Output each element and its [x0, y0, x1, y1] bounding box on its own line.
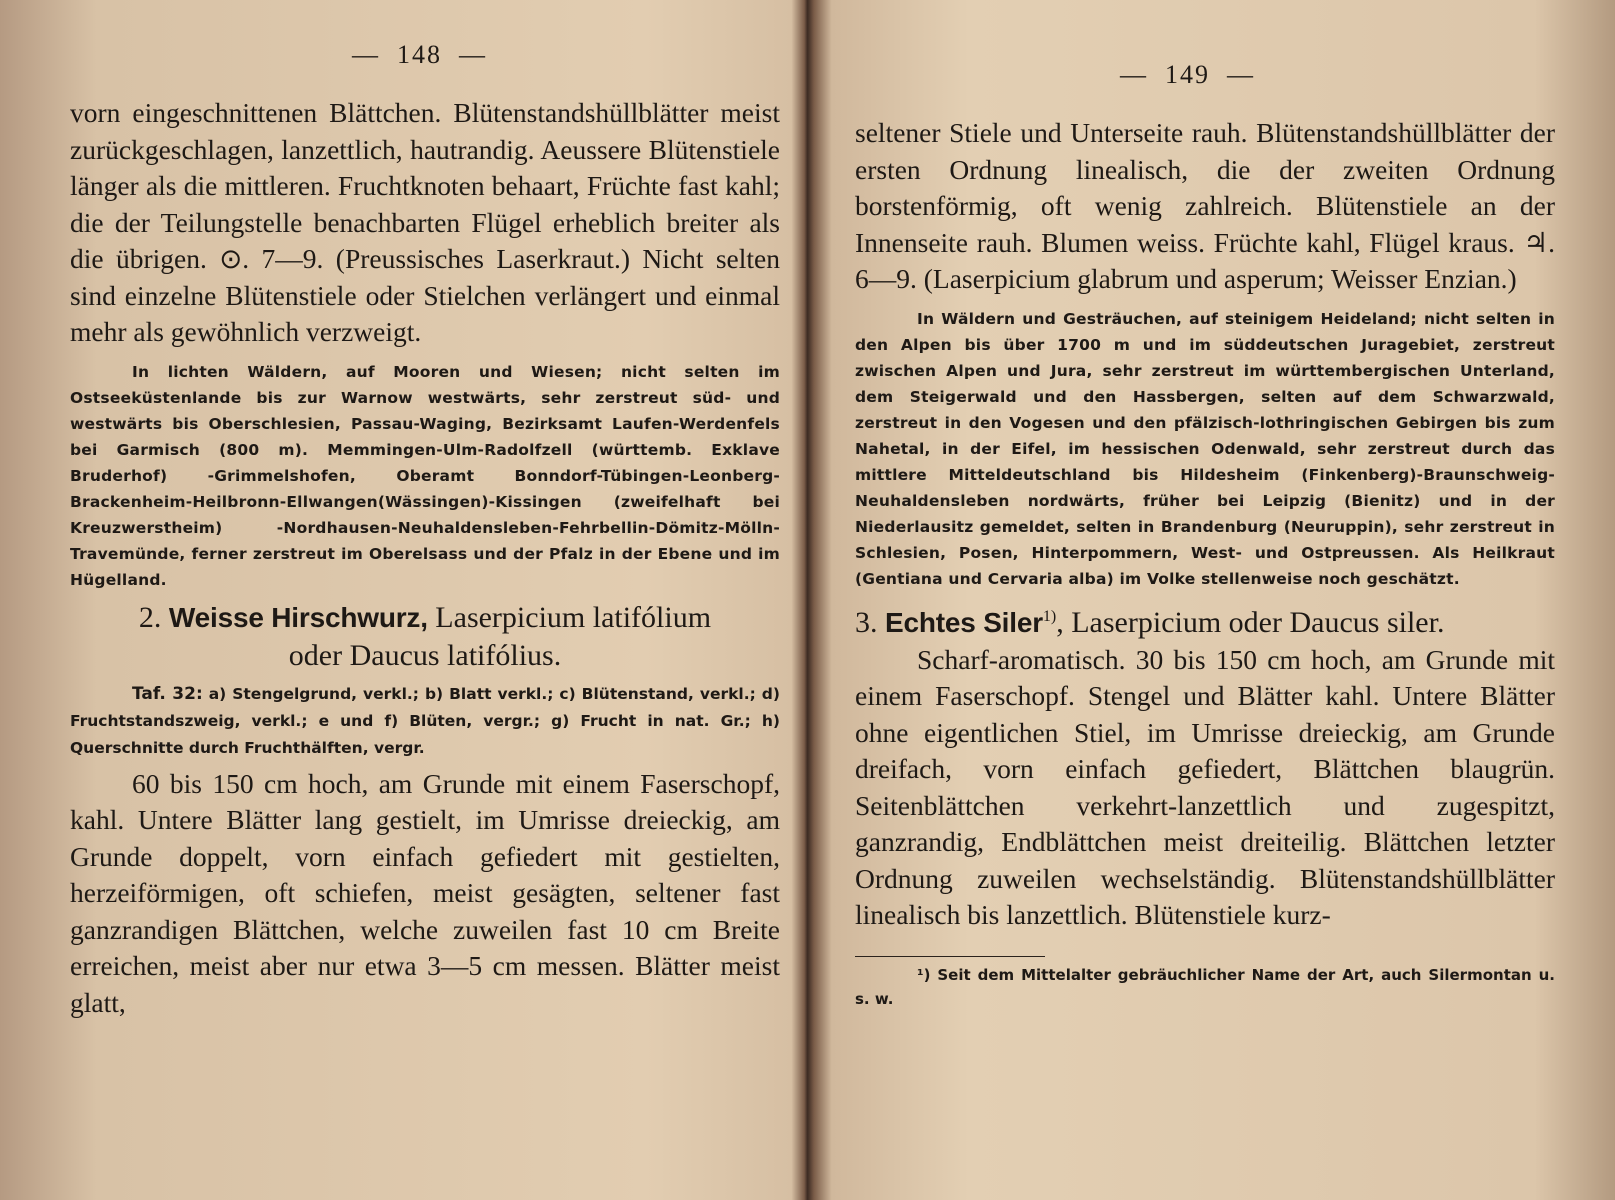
heading-number: 2.: [138, 600, 162, 634]
page-number: — 148 —: [352, 40, 487, 69]
species-heading: [855, 598, 1555, 642]
species-heading: [70, 599, 780, 675]
text-column: [70, 95, 780, 1021]
habitat-text: In lichten Wäldern, auf Mooren und Wiesen; nicht selten im Ostseeküstenlande bis zur Warnow westwärts, sehr zerstreut süd- und westwärts bis Oberschlesien, Passau-Waging, Bezirksamt Laufen-Werdenfels bei Garmisch (800 m). Memmingen-Ulm-Radolfzell (württemb. Exklave Bruderhof) -Grimmelshofen, Oberamt Bonndorf-Tübingen-Leonberg-Brackenheim-Heilbronn-Ellwangen(Wässingen)-Kissingen (zweifelhaft bei Kreuzwerstheim) -Nordhausen-Neuhaldensleben-Fehrbellin-Dömitz-Mölln-Travemünde, ferner zerstreut im Oberelsass und der Pfalz in der Ebene und im Hügelland.: [70, 362, 780, 589]
paragraph: 60 bis 150 cm hoch, am Grunde mit einem Faserschopf, kahl. Untere Blätter lang gestielt, im Umrisse dreieckig, am Grunde doppelt, vorn einfach gefiedert mit gestielten, herzeiförmigen, oft schiefen, meist gesägten, seltener fast ganzrandigen Blättchen, welche zuweilen fast 10 cm Breite erreichen, meist aber nur etwa 3—5 cm messen. Blätter meist glatt,: [70, 767, 780, 1018]
text-column: [855, 115, 1555, 1011]
left-page: [0, 0, 800, 1200]
paragraph: vorn eingeschnittenen Blättchen. Blütenstandshüllblätter meist zurückgeschlagen, lanzettlich, hautrandig. Aeussere Blütenstiele länger als die mittleren. Fruchtknoten behaart, Früchte fast kahl; die der Teilungstelle benachbarten Flügel erheblich breiter als die übrigen. ⊙. 7—9. (Preussisches Laserkraut.) Nicht selten sind einzelne Blütenstiele oder Stielchen verlängert und einmal mehr als gewöhnlich verzweigt.: [70, 97, 780, 347]
heading-common-name: Weisse Hirschwurz,: [168, 601, 428, 633]
heading-synonym: oder Daucus latifólius.: [288, 638, 562, 672]
plate-label: Taf. 32:: [132, 683, 203, 704]
heading-common-name: Echtes Siler: [885, 606, 1043, 638]
page-number: — 149 —: [1120, 60, 1255, 89]
footnote-marker: 1): [1042, 607, 1057, 625]
heading-latin-name: Laserpicium latifólium: [435, 600, 712, 634]
footnote: [855, 963, 1555, 1011]
paragraph: Scharf-aromatisch. 30 bis 150 cm hoch, am Grunde mit einem Faserschopf. Stengel und Blätter kahl. Untere Blätter ohne eigentlichen Stiel, im Umrisse dreieckig, am Grunde dreifach, vorn einfach gefiedert, Blättchen blaugrün. Seitenblättchen verkehrt-lanzettlich und zugespitzt, ganzrandig, Endblättchen meist dreiteilig. Blättchen letzter Ordnung zuweilen wechselständig. Blütenstandshüllblätter linealisch bis lanzettlich. Blütenstiele kurz-: [855, 643, 1555, 930]
heading-number: 3.: [855, 605, 878, 639]
paragraph: seltener Stiele und Unterseite rauh. Blütenstandshüllblätter der ersten Ordnung linealisch, die der zweiten Ordnung borstenförmig, oft wenig zahlreich. Blütenstiele an der Innenseite rauh. Blumen weiss. Früchte kahl, Flügel kraus. ♃. 6—9. (Laserpicium glabrum und asperum; Weisser Enzian.): [855, 117, 1555, 294]
footnote-rule: [855, 956, 1045, 957]
footnote-text: ¹) Seit dem Mittelalter gebräuchlicher Name der Art, auch Silermontan u. s. w.: [855, 965, 1555, 1008]
habitat-note: [855, 306, 1555, 592]
habitat-text: In Wäldern und Gesträuchen, auf steinigem Heideland; nicht selten in den Alpen bis über 1700 m und im süddeutschen Juragebiet, zerstreut zwischen Alpen und Jura, sehr zerstreut im württembergischen Unterland, dem Steigerwald und den Hassbergen, selten auf dem Schwarzwald, zerstreut in den Vogesen und den pfälzisch-lothringischen Gebirgen bis zum Nahetal, in der Eifel, im hessischen Odenwald, sehr zerstreut durch das mittlere Mitteldeutschland bis Hildesheim (Finkenberg)-Braunschweig-Neuhaldensleben nordwärts, früher bei Leipzig (Bienitz) und in der Niederlausitz gemeldet, selten in Brandenburg (Neuruppin), sehr zerstreut in Schlesien, Posen, Hinterpommern, West- und Ostpreussen. Als Heilkraut (Gentiana und Cervaria alba) im Volke stellenweise noch geschätzt.: [855, 309, 1555, 588]
plate-reference: [70, 681, 780, 762]
plate-text: a) Stengelgrund, verkl.; b) Blatt verkl.; c) Blütenstand, verkl.; d) Fruchtstandszweig, verkl.; e und f) Blüten, vergr.; g) Frucht in nat. Gr.; h) Querschnitte durch Fruchthälften, vergr.: [70, 684, 780, 757]
habitat-note: [70, 359, 780, 593]
right-page: [815, 0, 1615, 1200]
heading-latin-name: , Laserpicium oder Daucus siler.: [1056, 605, 1445, 639]
